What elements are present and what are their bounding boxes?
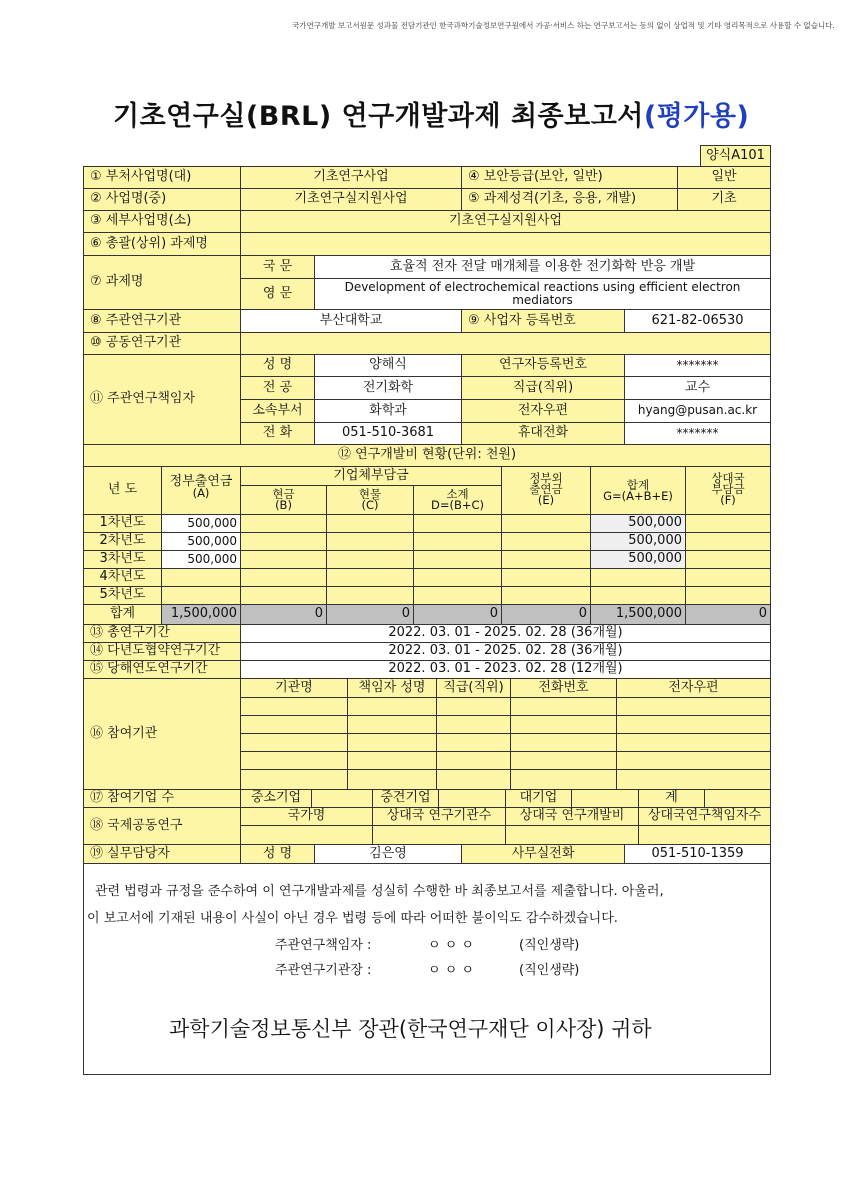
value-business-reg-no: 621-82-06530 [624,309,771,333]
pi-value-department: 화학과 [314,399,462,423]
budget-partner [685,532,771,551]
budget-header-gov-line2: (A) [192,486,210,501]
budget-year: 3차년도 [83,550,162,569]
budget-total: 500,000 [590,550,686,569]
label-program: ② 사업명(중) [83,188,241,211]
participant-cell [436,715,511,734]
declaration-box [83,863,771,1075]
label-international: ⑱ 국제공동연구 [83,807,241,845]
participant-cell [616,733,771,752]
participants-header-lead: 책임자 성명 [347,678,437,698]
budget-header-cash [240,485,327,515]
participant-cell [240,769,348,790]
budget-header-total-line1: 합계 [626,477,650,492]
budget-header-nongov-line1: 정부외 [529,471,563,485]
companies-mid-value [438,789,506,808]
budget-year: 4차년도 [83,568,162,587]
staff-phone-label: 사무실전화 [461,844,625,864]
companies-mid-label: 중견기업 [372,789,439,808]
budget-inkind [326,586,414,605]
value-co-institution [240,332,771,355]
value-parent-project [240,232,771,256]
staff-phone-value: 051-510-1359 [624,844,771,864]
pi-key-position: 직급(직위) [461,376,625,400]
intl-value-budget [505,825,639,845]
intl-value-investigators [638,825,771,845]
budget-partner [685,514,771,533]
participants-header-org: 기관명 [240,678,348,698]
companies-total-label: 계 [638,789,705,808]
companies-large-label: 대기업 [505,789,572,808]
budget-header-inkind [326,485,414,515]
budget-section-title: ⑫ 연구개발비 현황(단위: 천원) [83,444,771,467]
budget-nongov [501,514,591,533]
participant-cell [436,751,511,770]
value-lead-institution: 부산대학교 [240,309,462,333]
budget-header-cash-line2: (B) [275,498,292,512]
budget-header-year: 년 도 [83,466,162,515]
pi-key-department: 소속부서 [240,399,315,423]
participant-cell [436,769,511,790]
pi-key-mobile: 휴대전화 [461,422,625,445]
pi-value-mobile: ******* [624,422,771,445]
intl-value-country [240,825,373,845]
budget-cash [240,586,327,605]
label-co-institution: ⑩ 공동연구기관 [83,332,241,355]
participant-cell [347,769,437,790]
declaration-line-2: 이 보고서에 기재된 내용이 사실이 아닌 경우 법령 등에 따라 어떠한 불이익도 감수하겠습니다. [87,911,618,926]
intl-header-institutions: 상대국 연구기관수 [372,807,506,826]
budget-header-cash-line1: 현금 [272,487,295,502]
budget-total [590,568,686,587]
participant-cell [510,751,617,770]
signature-head-note: (직인생략) [519,963,580,978]
label-multiyear-period: ⑭ 다년도협약연구기간 [83,642,241,661]
label-participants: ⑯ 참여기관 [83,678,241,790]
budget-cash [240,550,327,569]
budget-gov: 500,000 [161,514,241,533]
budget-header-gov-line1: 정부출연금 [169,474,233,489]
signature-pi-name: ㅇ ㅇ ㅇ [428,938,474,953]
pi-value-researcher-id: ******* [624,354,771,377]
budget-sum-gov: 1,500,000 [161,604,241,625]
budget-year: 5차년도 [83,586,162,605]
budget-subtotal [413,568,502,587]
declaration-line-1: 관련 법령과 규정을 준수하여 이 연구개발과제를 성실히 수행한 바 최종보고서를 제출합니다. 아울러, [95,884,664,899]
budget-inkind [326,514,414,533]
usage-notice: 국가연구개발 보고서원문 성과물 전담기관인 한국과학기술정보연구원에서 가공·서비스 하는 연구보고서는 동의 없이 상업적 및 기타 영리목적으로 사용할 수 없습니다. [292,21,835,30]
budget-subtotal [413,514,502,533]
label-sub-program: ③ 세부사업명(소) [83,210,241,233]
budget-header-partner-line1: 상대국 [711,471,745,485]
companies-small-label: 중소기업 [240,789,312,808]
signature-head-name: ㅇ ㅇ ㅇ [428,963,474,978]
value-current-period: 2022. 03. 01 - 2023. 02. 28 (12개월) [240,660,771,679]
budget-header-subtotal-line1: 소계 [446,487,469,502]
signature-head-label: 주관연구기관장 : [275,963,372,978]
label-parent-project: ⑥ 총괄(상위) 과제명 [83,232,241,256]
budget-header-partner [685,466,771,515]
participant-cell [616,751,771,770]
budget-partner [685,568,771,587]
participant-cell [240,715,348,734]
participant-cell [436,733,511,752]
budget-gov [161,568,241,587]
page-title [113,94,749,133]
participant-cell [240,733,348,752]
budget-nongov [501,532,591,551]
participant-cell [436,697,511,716]
budget-header-subtotal-line2: D=(B+C) [430,498,485,512]
participants-header-email: 전자우편 [616,678,771,698]
participants-rows [240,697,771,790]
participant-cell [510,715,617,734]
budget-cash [240,568,327,587]
budget-header-subtotal [413,485,502,515]
budget-cash [240,514,327,533]
budget-partner [685,586,771,605]
participant-cell [616,697,771,716]
budget-year: 1차년도 [83,514,162,533]
participant-cell [347,751,437,770]
budget-subtotal [413,532,502,551]
title-main: 기초연구실(BRL) 연구개발과제 최종보고서 [113,101,644,132]
budget-header-total-line2: G=(A+B+E) [603,488,673,503]
participant-cell [347,715,437,734]
companies-total-value [704,789,771,808]
budget-header-partner-line2: 부담금 [711,481,745,496]
participant-cell [616,715,771,734]
label-staff: ⑲ 실무담당자 [83,844,241,864]
participant-cell [240,697,348,716]
budget-total: 500,000 [590,532,686,551]
budget-gov: 500,000 [161,532,241,551]
signature-pi-label: 주관연구책임자 : [275,938,372,953]
budget-nongov [501,550,591,569]
budget-sum-cash: 0 [240,604,327,625]
value-sub-program: 기초연구실지원사업 [240,210,771,233]
pi-value-email: hyang@pusan.ac.kr [624,399,771,423]
pi-value-phone: 051-510-3681 [314,422,462,445]
budget-sum-label: 합계 [83,604,162,625]
budget-subtotal [413,586,502,605]
budget-header-nongov-line2: 출연금 [529,481,563,496]
staff-name-value: 김은영 [314,844,462,864]
budget-partner [685,550,771,569]
participant-cell [510,733,617,752]
title-suffix: (평가용) [643,101,750,132]
budget-gov [161,586,241,605]
value-total-period: 2022. 03. 01 - 2025. 02. 28 (36개월) [240,624,771,643]
label-business-reg-no: ⑨ 사업자 등록번호 [461,309,625,333]
budget-total [590,586,686,605]
label-current-period: ⑮ 당해연도연구기간 [83,660,241,679]
budget-sum-nongov: 0 [501,604,591,625]
label-security-level: ④ 보안등급(보안, 일반) [461,166,678,189]
intl-header-country: 국가명 [240,807,373,826]
budget-inkind [326,550,414,569]
budget-header-gov [161,466,241,515]
budget-nongov [501,586,591,605]
budget-header-nongov [501,466,591,515]
pi-key-name: 성 명 [240,354,315,377]
budget-sum-total: 1,500,000 [590,604,686,625]
budget-nongov [501,568,591,587]
participant-cell [347,697,437,716]
pi-key-phone: 전 화 [240,422,315,445]
budget-header-partner-line3: (F) [720,492,736,507]
participants-header-phone: 전화번호 [510,678,617,698]
budget-total: 500,000 [590,514,686,533]
label-project-type: ⑤ 과제성격(기초, 응용, 개발) [461,188,678,211]
label-ministry-program: ① 부처사업명(대) [83,166,241,189]
budget-header-nongov-line3: (E) [537,492,555,507]
budget-header-inkind-line1: 현물 [358,487,382,502]
intl-header-investigators: 상대국연구책임자수 [638,807,771,826]
budget-inkind [326,568,414,587]
label-korean: 국 문 [240,255,315,279]
participant-cell [510,697,617,716]
budget-gov: 500,000 [161,550,241,569]
pi-value-position: 교수 [624,376,771,400]
budget-header-corp: 기업체부담금 [240,466,502,486]
value-ministry-program: 기초연구사업 [240,166,462,189]
participant-cell [240,751,348,770]
companies-small-value [311,789,373,808]
label-english: 영 문 [240,278,315,310]
value-project-type: 기초 [677,188,771,211]
signature-pi-note: (직인생략) [519,938,580,953]
value-project-title-english: Development of electrochemical reactions using efficient electron mediators [314,278,771,310]
pi-value-name: 양해식 [314,354,462,377]
label-total-period: ⑬ 총연구기간 [83,624,241,643]
participant-cell [510,769,617,790]
value-project-title-korean: 효율적 전자 전달 매개체를 이용한 전기화학 반응 개발 [314,255,771,279]
budget-sum-subtotal: 0 [413,604,502,625]
value-security-level: 일반 [677,166,771,189]
budget-cash [240,532,327,551]
pi-key-researcher-id: 연구자등록번호 [461,354,625,377]
budget-header-inkind-line2: (C) [361,498,379,512]
budget-inkind [326,532,414,551]
label-principal-investigator: ⑪ 주관연구책임자 [83,354,241,445]
label-project-title: ⑦ 과제명 [83,255,241,310]
pi-key-email: 전자우편 [461,399,625,423]
pi-key-major: 전 공 [240,376,315,400]
budget-year: 2차년도 [83,532,162,551]
pi-value-major: 전기화학 [314,376,462,400]
label-companies: ⑰ 참여기업 수 [83,789,241,808]
participant-cell [616,769,771,790]
companies-large-value [571,789,639,808]
staff-name-label: 성 명 [240,844,315,864]
value-program: 기초연구실지원사업 [240,188,462,211]
budget-sum-partner: 0 [685,604,771,625]
participant-cell [347,733,437,752]
intl-header-budget: 상대국 연구개발비 [505,807,639,826]
budget-sum-inkind: 0 [326,604,414,625]
addressee: 과학기술정보통신부 장관(한국연구재단 이사장) 귀하 [169,1017,652,1041]
value-multiyear-period: 2022. 03. 01 - 2025. 02. 28 (36개월) [240,642,771,661]
participants-header-position: 직급(직위) [436,678,511,698]
budget-subtotal [413,550,502,569]
budget-header-total [590,466,686,515]
intl-value-institutions [372,825,506,845]
label-lead-institution: ⑧ 주관연구기관 [83,309,241,333]
form-code: 양식A101 [700,145,771,167]
